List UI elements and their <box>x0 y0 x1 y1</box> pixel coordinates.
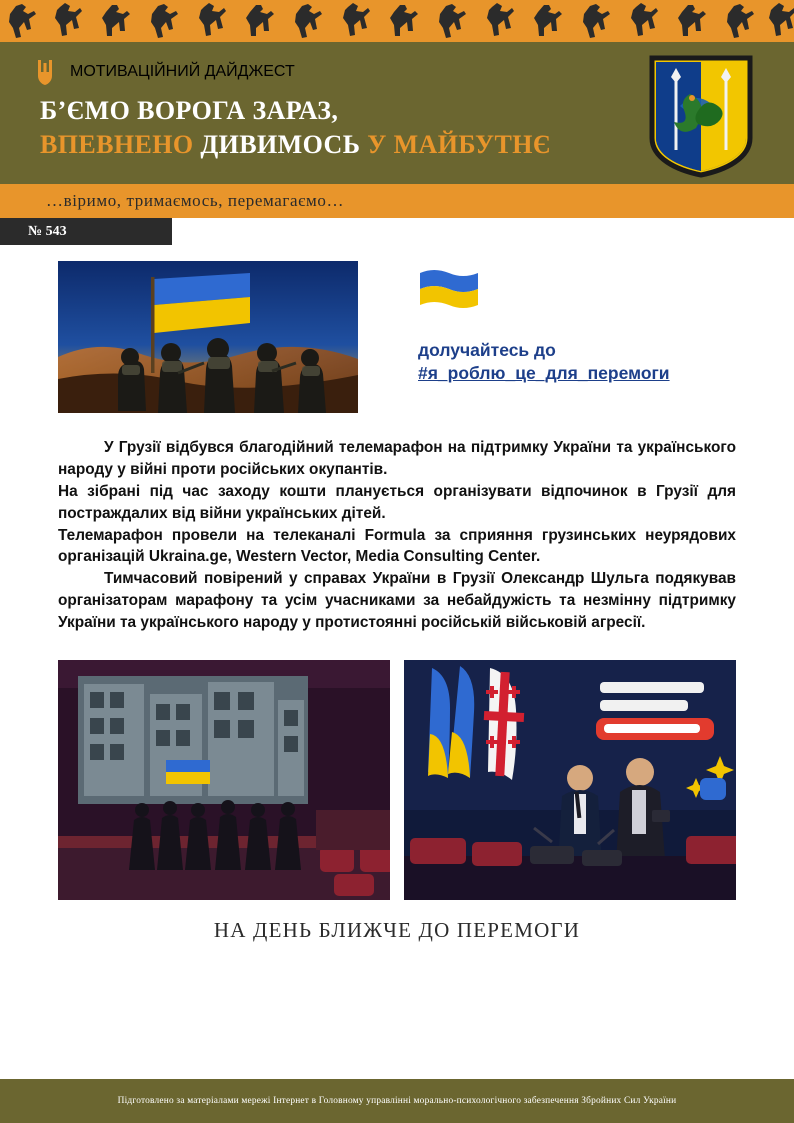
motto-text: …віримо, тримаємось, перемагаємо… <box>46 191 345 210</box>
soldiers-with-ukrainian-flag-illustration <box>58 261 358 413</box>
join-call-to-action: долучайтесь до <box>418 340 556 360</box>
telethon-hosts-with-flags-photo <box>404 660 736 900</box>
ukraine-flag-icon <box>418 267 480 311</box>
trident-icon <box>36 58 56 86</box>
telethon-stage-choir-photo <box>58 660 390 900</box>
photo-gallery <box>58 660 736 900</box>
issue-badge <box>0 218 172 245</box>
campaign-hashtag[interactable]: #я_роблю_це_для_перемоги <box>418 363 670 384</box>
hero-row <box>58 261 736 413</box>
closing-slogan: НА ДЕНЬ БЛИЖЧЕ ДО ПЕРЕМОГИ <box>213 917 581 942</box>
soldier-silhouette-band <box>0 0 794 42</box>
article-body <box>58 437 736 634</box>
issue-number: № 543 <box>28 223 67 239</box>
headline-line1: Б’ЄМО ВОРОГА ЗАРАЗ, <box>40 96 339 125</box>
choir-photo-art <box>58 660 390 900</box>
article-paragraph-1: У Грузії відбувся благодійний телемарафон на підтримку України та українського народу у війні проти російських окупантів. <box>58 439 736 478</box>
motto-strip <box>0 184 794 218</box>
digest-label-row <box>36 58 295 86</box>
article-paragraph-3: Телемарафон провели на телеканалі Formula за сприяння грузинських неурядових організацій Ukraina.ge, Western Vector, Media Consulting Center. <box>58 526 736 566</box>
document-footer <box>0 1079 794 1123</box>
document-header <box>0 42 794 184</box>
hero-caption-block <box>358 261 736 384</box>
hosts-photo-art <box>404 660 736 900</box>
military-unit-emblem <box>646 54 756 178</box>
page-title <box>40 94 551 163</box>
issue-bar <box>0 218 794 245</box>
main-content <box>0 261 794 943</box>
headline-word-future: У МАЙБУТНЄ <box>367 130 551 160</box>
footer-credit: Підготовлено за матеріалами мережі Інтернет в Головному управлінні морально-психологічного забезпечення Збройних Сил України <box>117 1096 677 1106</box>
article-paragraph-4: Тимчасовий повірений у справах України в Грузії Олександр Шульга подякував організаторам марафону та усім учасниками за небайдужість та незмінну підтримку України та українського народу у протистоянні російській військовій агресії. <box>58 570 736 631</box>
article-paragraph-2: На зібрані під час заходу кошти планується організувати відпочинок в Грузії для постраждалих від війни українських дітей. <box>58 482 736 522</box>
digest-label: МОТИВАЦІЙНИЙ ДАЙДЖЕСТ <box>70 63 295 80</box>
headline-word-confident: ВПЕВНЕНО <box>40 130 194 160</box>
soldier-silhouettes <box>0 0 794 42</box>
hero-illustration-art <box>58 261 358 413</box>
headline-word-looking: ДИВИМОСЬ <box>200 130 361 160</box>
